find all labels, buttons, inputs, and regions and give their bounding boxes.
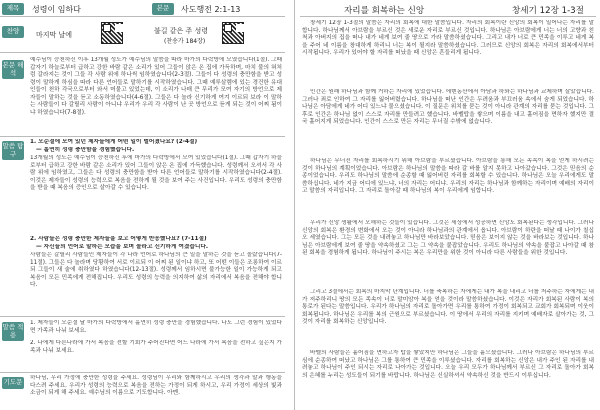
body-paragraph: 인간은 원래 하나님과 함께 거하는 자리에 있었습니다. 에덴동산에서 아담과 하와는 하나님과 교제하며 살았습니다. 그러나 죄로 인하여 그 자리를 잃어버렸습니다. 하나님을 떠난 인간은 두려움과 부끄러움 속에서 숨게 되었습니다. 하나님은 아담에게 네가 어디 있느냐 물으셨습니다. 이 질문은 위치를 묻는 것이 아니라 관계의 자리를 묻는 것입니다. 그 후로 인간은 하나님 없이 스스로 자리를 만들려고 했습니다. 바벨탑을 쌓으며 이름을 내고 흩어짐을 면하자 했지만 결국 흩어지게 되었습니다. 인간이 스스로 만든 자리는 무너질 수밖에 없습니다.: [302, 89, 594, 126]
apply-1: 1. 제자들이 오순절 날 마가의 다락방에서 홀연히 성령 충만을 경험했습니다. 나도 그런 경험이 있었다면 가족과 나눠 보세요.: [30, 320, 282, 334]
divider: [0, 16, 285, 17]
prayer-tag: 기도문: [2, 377, 24, 389]
column-divider: [294, 0, 295, 410]
body-paragraph: 그리고 3절에서는 회복의 마지막 단계입니다. 너를 축복하는 자에게는 내가 복을 내리고 너를 저주하는 자에게는 내가 저주하리니 땅의 모든 족속이 너로 말미암아 복을 얻을 것이라 말씀하셨습니다. 이것은 자리가 회복된 사람이 복의 통로가 된다는 말씀입니다. 우리가 하나님의 자리로 돌아가면 우리를 통하여 가정이 회복되고 교회가 회복되며 이웃이 회복됩니다. 하나님은 우리를 복의 근원으로 부르셨습니다. 이 땅에서 우리의 자리를 지키며 예배자로 살아가는 것, 그것이 자리를 회복하는 신앙입니다.: [302, 289, 594, 326]
question-2-answer: — 자신들의 언어로 말하는 모습을 보며 놀라고 신기하게 여겼습니다.: [36, 244, 209, 250]
hymn2-number: (찬송가 184장): [164, 38, 206, 45]
title-tag: 제목: [2, 3, 24, 15]
question-1-body: 13개월의 성도는 예수님이 승천하신 후에 마가의 다락방에서 모여 있었습니다(1절). 그때 갑자기 하늘로부터 급하고 강한 바람 같은 소리가 있어 그들이 앉은 온 집에 가득했습니다. 성령께서 오셔서 각 사람 위에 임하였고, 그들은 다 성령의 충만함을 받아 다른 언어들로 말하기를 시작하였습니다(2-4절). 이것은 제자들이 성령의 능력으로 복음을 전하게 될 것을 보여 주는 사건입니다. 우리도 성령의 충만함을 받을 때 복음의 증인으로 살아갈 수 있습니다.: [30, 155, 282, 192]
question-2: 2. 사람들은 성령 충만한 제자들을 보고 어떻게 반응했나요? (7-11절): [30, 236, 207, 242]
text-reference: 사도행전 2:1-13: [181, 5, 241, 14]
divider: [0, 372, 285, 373]
sermon-heading: 자리를 회복하는 신앙: [344, 6, 425, 16]
summary-text: 예수님이 승천하신 이후 13개월 성도가 예수님의 말씀을 따라 마가의 다락방에 모였습니다(1절). 그때 갑자기 하늘로부터 급하고 강한 바람 같은 소리가 있어 그들이 앉은 온 집에 가득하며, 마치 불의 혀처럼 갈라지는 것이 그들 각 사람 위에 하나씩 임하였습니다(2-3절). 그들이 다 성령의 충만함을 받고 성령이 말하게 하심을 따라 다른 언어들로 말하기를 시작하였습니다. 그때 예루살렘에 있는 경건한 유대인들이 천하 각국으로부터 와서 머물고 있었는데, 이 소리가 나매 큰 무리가 모여 자기의 방언으로 제자들이 말하는 것을 듣고 소동하였습니다(4-6절). 그들은 다 놀라 신기하게 여겨 이르되 보라 이 말하는 사람들이 다 갈릴리 사람이 아니냐 우리가 우리 각 사람이 난 곳 방언으로 듣게 되는 것이 어찌 됨이냐 하였습니다(7-8절).: [30, 57, 282, 116]
divider: [0, 316, 285, 317]
scripture-reference: 창세기 12장 1-3절: [512, 6, 584, 16]
divider: [0, 136, 285, 137]
qr-code-icon[interactable]: [222, 22, 244, 44]
apply-tag: 말씀 적용: [2, 322, 24, 341]
question-1: 1. 오순절에 모여 있던 제자들에게 어떤 일이 벌어졌나요? (2-4절): [30, 139, 198, 145]
apply-2: 2. 나에게 다른나라에 가서 복음을 전할 기회가 주어진다면 어느 나라에 가서 복음을 전하고 싶은지 가족과 나눠 보세요.: [30, 340, 282, 354]
sermon-title: 성령이 임하다: [32, 5, 81, 14]
qr-code-icon[interactable]: [101, 22, 123, 44]
summary-tag: 본문 해석: [2, 60, 24, 79]
body-paragraph: 바벨의 사람들은 흩어짐을 면하고자 탑을 쌓았지만 하나님은 그들을 흩으셨습니다. 그러나 아브람은 하나님의 부르심에 순종하여 떠났고 하나님은 그를 통하여 큰 민족을 이루셨습니다. 자리를 회복하는 신앙은 내가 주인 된 자리를 내려놓고 하나님이 주인 되시는 자리로 나아가는 것입니다. 오늘 우리 모두가 하나님께서 부르신 그 자리로 돌아가 회복의 은혜를 누리는 성도들이 되기를 바랍니다. 하나님은 신실하셔서 약속하신 것을 반드시 이루십니다.: [302, 350, 594, 379]
body-paragraph: 우리가 신앙 생활에서 오해하는 것들이 있습니다. 그것은 세상에서 성공하면 신앙도 회복된다는 생각입니다. 그러나 신앙의 회복은 환경의 변화에서 오는 것이 아니라 하나님과의 관계에서 옵니다. 아브람이 하란을 떠날 때 나이가 칠십오 세였습니다. 그는 모든 것을 내려놓고 하나님만 바라보았습니다. 믿음은 보이지 않는 것을 바라보는 것입니다. 하나님은 아브람에게 보여 줄 땅을 약속하셨고 그는 그 약속을 붙잡았습니다. 우리도 하나님의 약속을 붙잡고 나아갈 때 참된 회복을 경험하게 됩니다. 하나님이 주시는 복은 우리만을 위한 것이 아니라 다른 사람들을 위한 것입니다.: [302, 220, 594, 257]
text-tag: 본문: [152, 3, 174, 15]
question-1-answer: — 홀연히 성령 충만함을 경험했습니다.: [36, 147, 135, 153]
hymn2-title: 불길 같은 주 성령: [154, 27, 209, 35]
prayer-text: 하나님, 우리 가정에 충만한 성령을 주세요. 성령님이 우리와 함께하시고 우리의 생각과 말과 행동을 다스려 주세요. 우리가 성령의 능력으로 복음을 전하는 가정이 되게 하시고, 우리 가정이 세상의 빛과 소금이 되게 해 주세요. 예수님의 이름으로 기도합니다. 아멘.: [30, 375, 282, 397]
body-paragraph: 하나님은 무너진 자리를 회복하시기 위해 아브람을 부르셨습니다. 아브람을 통해 모든 족속이 복을 얻게 하시려는 것이 하나님의 계획이었습니다. 아브람은 하나님의 말씀을 따라 갈 바를 알지 못하고 나아갔습니다. 그것은 믿음의 순종이었습니다. 우리도 하나님의 말씀에 순종할 때 잃어버린 자리를 회복할 수 있습니다. 하나님은 오늘 우리에게도 말씀하십니다. 네가 지금 어디에 있느냐, 너의 자리는 어디냐. 우리의 자리는 하나님과 함께하는 자리이며 예배의 자리이고 말씀의 자리입니다. 그 자리로 돌아갈 때 하나님의 복이 우리에게 임합니다.: [302, 158, 594, 195]
divider: [300, 16, 596, 17]
body-paragraph: 창세기 12장 1-3절의 말씀은 자리의 회복에 대한 말씀입니다. 자리의 회복이란 신앙의 회복이 일어나는 자리를 말합니다. 하나님께서 아브람을 부르신 것은 새로운 자리로 부르신 것입니다. 하나님은 아브람에게 너는 너의 고향과 친척과 아버지의 집을 떠나 내가 네게 보여 줄 땅으로 가라 말씀하셨습니다. 그리고 내가 너로 큰 민족을 이루고 네게 복을 주어 네 이름을 창대하게 하리니 너는 복이 될지라 말씀하셨습니다. 그러므로 신앙의 회복은 자리의 회복에서부터 시작됩니다. 우리가 있어야 할 자리를 떠났을 때 신앙은 흔들리게 됩니다.: [302, 20, 594, 57]
hymn-tag: 찬양: [2, 26, 24, 38]
question-2-body: 사람들은 갈릴리 사람들인 제자들이 각 나라 언어로 하나님의 큰 일을 말하는 것을 듣고 놀랐습니다(7-11절). 그들은 다 놀라며 당황하여 서로 이르되 이 어찌 된 일이냐 하고, 또 어떤 이들은 조롱하여 이르되 그들이 새 술에 취하였다 하였습니다(12-13절). 성령께서 임하시면 불가능한 일이 가능하게 되고 복음이 모든 민족에게 전해집니다. 우리도 성령의 능력을 의지하여 삶의 자리에서 복음을 전해야 합니다.: [30, 252, 282, 289]
question-tag: 말씀 탐구: [2, 141, 24, 160]
hymn1-title: 마지막 날에: [36, 31, 73, 39]
divider: [0, 52, 285, 53]
